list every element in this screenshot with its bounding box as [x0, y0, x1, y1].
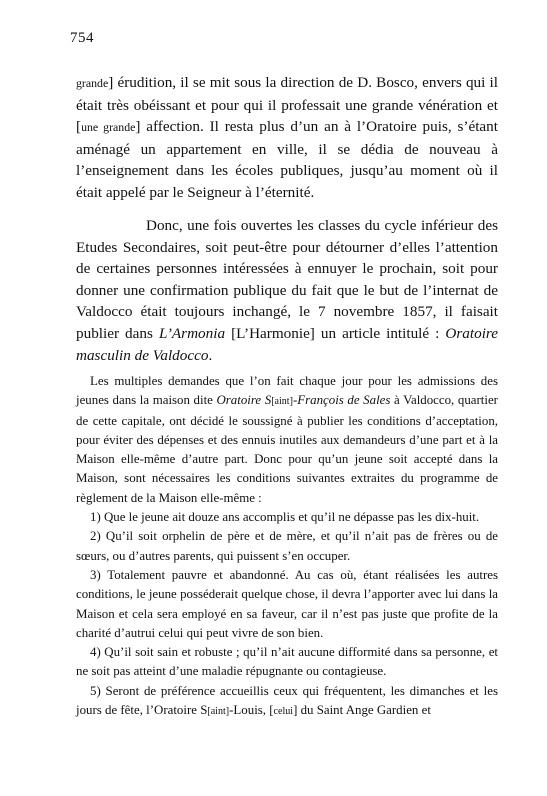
condition-item: 3) Totalement pauvre et abandonné. Au cas où, étant réalisées les autres conditions, le jeune posséderait quelque chose, il devra l’apporter avec lui dans la Maison et cela sera employé en sa faveur, car il n’est pas juste que profite de la charité d’autrui celui qui peut vivre de son bien. — [76, 567, 498, 640]
editorial-insertion: [aint] — [207, 706, 230, 718]
paragraph-2 — [76, 215, 498, 366]
quote-text: 5) Seront de préférence accueillis ceux qui fréquentent, les dimanches et les jours de fête, l’Oratoire S — [76, 683, 498, 718]
paragraph-text: Donc, une fois ouvertes les classes du cycle inférieur des Etudes Secondaires, soit peut-être pour détourner d’elles l’attention de certaines personnes intéressées à ennuyer le prochain, soit pour donner une confirmation publique du fait que le but de l’internat de Valdocco était toujours inchangé, le 7 novembre 1857, il faisait publier dans — [76, 217, 498, 342]
paragraph-text: [L’Harmonie] un article intitulé : — [225, 324, 446, 342]
editorial-insertion: grande — [76, 76, 109, 90]
quote-text: ] du Saint Ange Gardien et — [293, 703, 431, 718]
journal-title: L’Armonia — [158, 324, 226, 342]
condition-item — [76, 682, 498, 722]
paragraph-text: ] affection. Il resta plus d’un an à l’Oratoire puis, s’étant aménagé un appartement en ville, il se dédia de nouveau à l’enseignement dans les écoles publiques, jusqu’au moment où il était appelé par le Seigneur à l’éternité. — [76, 118, 498, 201]
condition-item: 4) Qu’il soit sain et robuste ; qu’il n’ait aucune difformité dans sa personne, et ne soit pas atteint d’une maladie répugnante ou contagieuse. — [76, 645, 498, 679]
quote-text: -Louis, [ — [229, 703, 274, 718]
paragraph-text: . — [208, 346, 213, 364]
condition-item: 1) Que le jeune ait douze ans accomplis et qu’il ne dépasse pas les dix-huit. — [90, 510, 480, 525]
quote-text: Les multiples demandes que l’on fait chaque jour pour les admissions des jeunes dans la maison dite — [76, 374, 498, 408]
paragraph-1 — [76, 72, 498, 204]
paragraph-text: ] érudition, il se mit sous la direction de D. Bosco, envers qui il était très obéissant et pour qui il professait une grande vénération et [ — [76, 74, 498, 136]
institution-name: -François de Sales — [292, 393, 391, 408]
editorial-insertion: une grande — [81, 120, 136, 135]
quote-intro — [76, 372, 498, 508]
editorial-insertion: [aint] — [271, 396, 293, 408]
quote-text: à Valdocco, quartier de cette capitale, ont décidé le soussigné à publier les conditions d’acceptation, pour éviter des dépenses et des ennuis inutiles aux demandeurs d’une part et à la Maison elle-même d’autre part. Donc pour qu’un jeune soit accepté dans la Maison, sont nécessaires les conditions suivantes extraites du programme de règlement de la Maison elle-même : — [76, 393, 498, 505]
condition-item: 2) Qu’il soit orphelin de père et de mère, et qu’il n’ait pas de frères ou de sœurs, ou d’autres parents, qui puissent s’en occuper. — [76, 529, 498, 563]
quoted-article — [76, 372, 498, 721]
editorial-insertion: celui — [273, 706, 294, 718]
page-number: 754 — [70, 30, 94, 46]
article-title: Oratoire masculin de Valdocco — [76, 324, 499, 364]
institution-name: Oratoire S — [216, 393, 272, 408]
